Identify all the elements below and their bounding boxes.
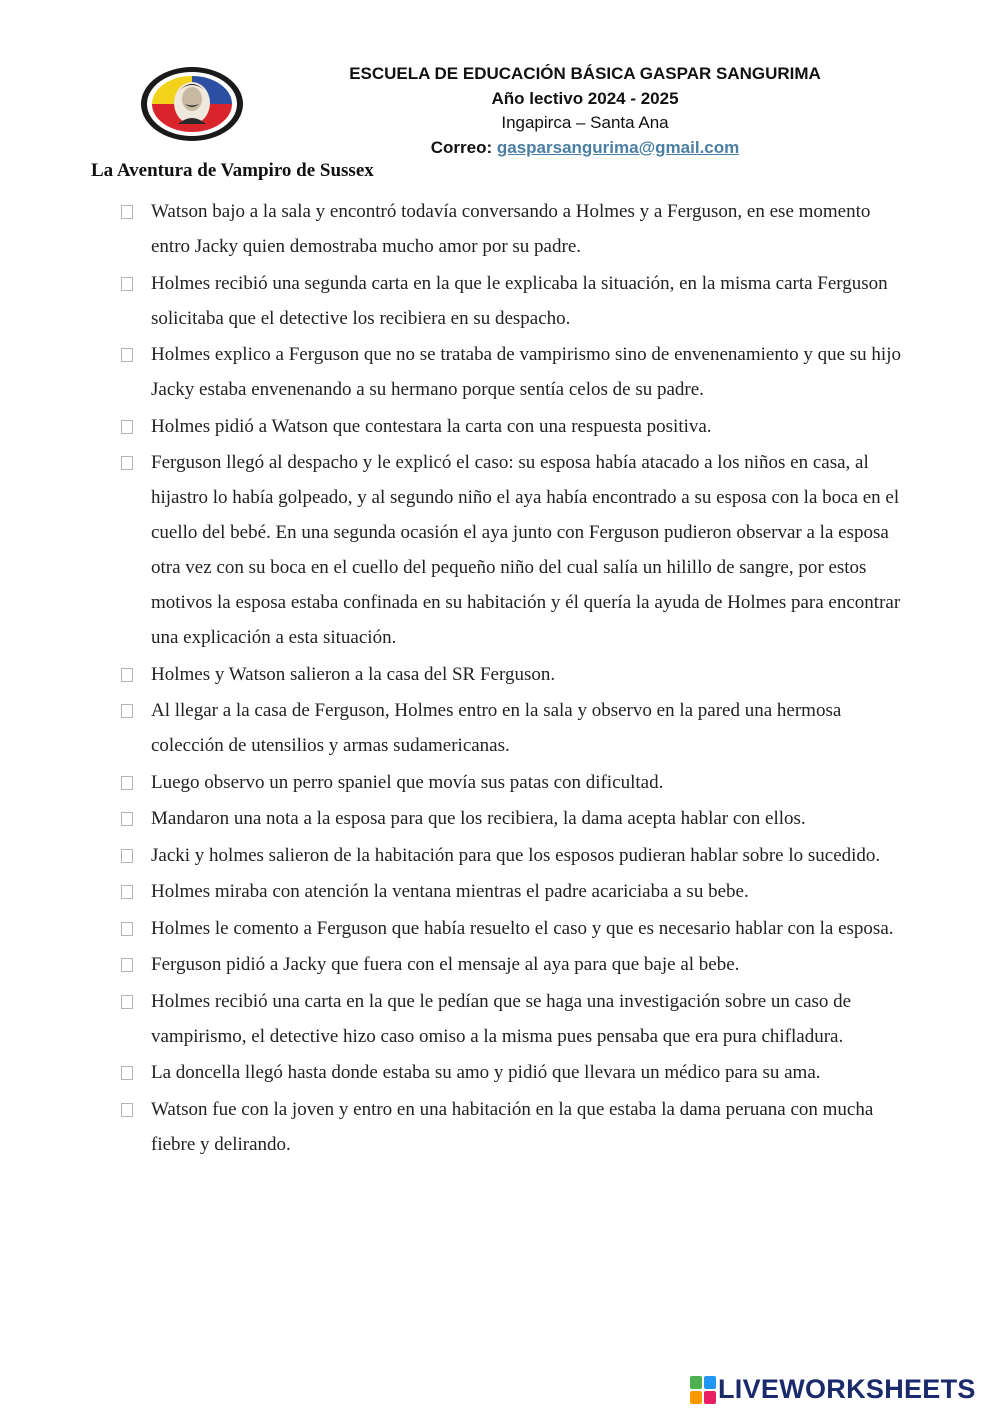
item-text: Holmes pidió a Watson que contestara la carta con una respuesta positiva.: [151, 415, 712, 437]
checkbox[interactable]: [121, 776, 133, 790]
item-text: Holmes y Watson salieron a la casa del SR Ferguson.: [151, 663, 556, 685]
checkbox[interactable]: [121, 420, 133, 434]
email-label: Correo:: [430, 137, 493, 157]
item-text: La doncella llegó hasta donde estaba su amo y pidió que llevara un médico para su ama.: [151, 1062, 821, 1083]
checkbox[interactable]: [121, 456, 133, 470]
item-text: Al llegar a la casa de Ferguson, Holmes entro en la sala y observo en la pared una hermosa colección de utensilios y armas sudamericanas.: [151, 700, 842, 756]
item-text: Luego observo un perro spaniel que movía sus patas con dificultad.: [151, 771, 664, 793]
item-text: Watson bajo a la sala y encontró todavía conversando a Holmes y a Ferguson, en ese momento entro Jacky quien demostraba mucho amor por su padre.: [151, 201, 871, 257]
school-name: ESCUELA DE EDUCACIÓN BÁSICA GASPAR SANGURIMA: [349, 64, 821, 83]
item-text: Ferguson llegó al despacho y le explicó el caso: su esposa había atacado a los niños en casa, al hijastro lo había golpeado, y al segundo niño el aya había encontrado a su esposa con la boca en el cuello del bebé. En una segunda ocasión el aya junto con Ferguson pudieron observar a la esposa otra vez con su boca en el cuello del pequeño niño del cual salía un hilillo de sangre, por estos motivos la esposa estaba confinada en su habitación y él quería la ayuda de Holmes para encontrar una explicación a esta situación.: [151, 452, 901, 648]
checkbox[interactable]: [121, 922, 133, 936]
list-item: [121, 947, 906, 982]
list-item: [121, 911, 906, 946]
statement-list: [121, 194, 906, 1163]
checkbox[interactable]: [121, 668, 133, 682]
checkbox[interactable]: [121, 812, 133, 826]
brand-text: LIVEWORKSHEETS: [718, 1374, 976, 1404]
list-item: [121, 984, 906, 1054]
item-text: Ferguson pidió a Jacky que fuera con el mensaje al aya para que baje al bebe.: [151, 954, 740, 975]
item-text: Holmes recibió una carta en la que le pedían que se haga una investigación sobre un caso de vampirismo, el detective hizo caso omiso a la misma pues pensaba que era pura chifladura.: [151, 990, 852, 1047]
checkbox[interactable]: [121, 885, 133, 899]
item-text: Holmes miraba con atención la ventana mientras el padre acariciaba a su bebe.: [151, 881, 749, 902]
liveworksheets-brand[interactable]: [690, 1374, 976, 1405]
item-text: Mandaron una nota a la esposa para que los recibiera, la dama acepta hablar con ellos.: [151, 808, 806, 829]
list-item: [121, 1055, 906, 1090]
list-item: [121, 874, 906, 909]
school-logo: [140, 66, 244, 142]
page-title: La Aventura de Vampiro de Sussex: [91, 160, 374, 181]
checkbox[interactable]: [121, 1066, 133, 1080]
item-text: Watson fue con la joven y entro en una habitación en la que estaba la dama peruana con mucha fiebre y delirando.: [151, 1098, 874, 1155]
checkbox[interactable]: [121, 995, 133, 1009]
checkbox[interactable]: [121, 348, 133, 362]
list-item: [121, 194, 906, 264]
list-item: [121, 765, 906, 800]
checkbox[interactable]: [121, 704, 133, 718]
list-item: [121, 1092, 906, 1162]
school-year: Año lectivo 2024 - 2025: [491, 88, 679, 108]
checkbox[interactable]: [121, 849, 133, 863]
list-item: [121, 409, 906, 444]
checkbox[interactable]: [121, 205, 133, 219]
school-header: [330, 62, 840, 160]
item-text: Holmes le comento a Ferguson que había resuelto el caso y que es necesario hablar con la esposa.: [151, 917, 894, 939]
list-item: [121, 838, 906, 873]
list-item: [121, 657, 906, 692]
list-item: [121, 801, 906, 836]
email-link[interactable]: gasparsangurima@gmail.com: [496, 137, 740, 157]
liveworksheets-icon: [690, 1376, 716, 1404]
item-text: Holmes explico a Ferguson que no se trataba de vampirismo sino de envenenamiento y que su hijo Jacky estaba envenenando a su hermano porque sentía celos de su padre.: [151, 344, 901, 400]
list-item: [121, 266, 906, 336]
list-item: [121, 445, 906, 655]
item-text: Holmes recibió una segunda carta en la que le explicaba la situación, en la misma carta Ferguson solicitaba que el detective los recibiera en su despacho.: [151, 272, 888, 329]
item-text: Jacki y holmes salieron de la habitación para que los esposos pudieran hablar sobre lo sucedido.: [151, 844, 881, 866]
school-email-line: [330, 136, 840, 161]
school-location: Ingapirca – Santa Ana: [501, 113, 669, 132]
checkbox[interactable]: [121, 958, 133, 972]
list-item: [121, 693, 906, 763]
list-item: [121, 337, 906, 407]
checkbox[interactable]: [121, 277, 133, 291]
checkbox[interactable]: [121, 1103, 133, 1117]
